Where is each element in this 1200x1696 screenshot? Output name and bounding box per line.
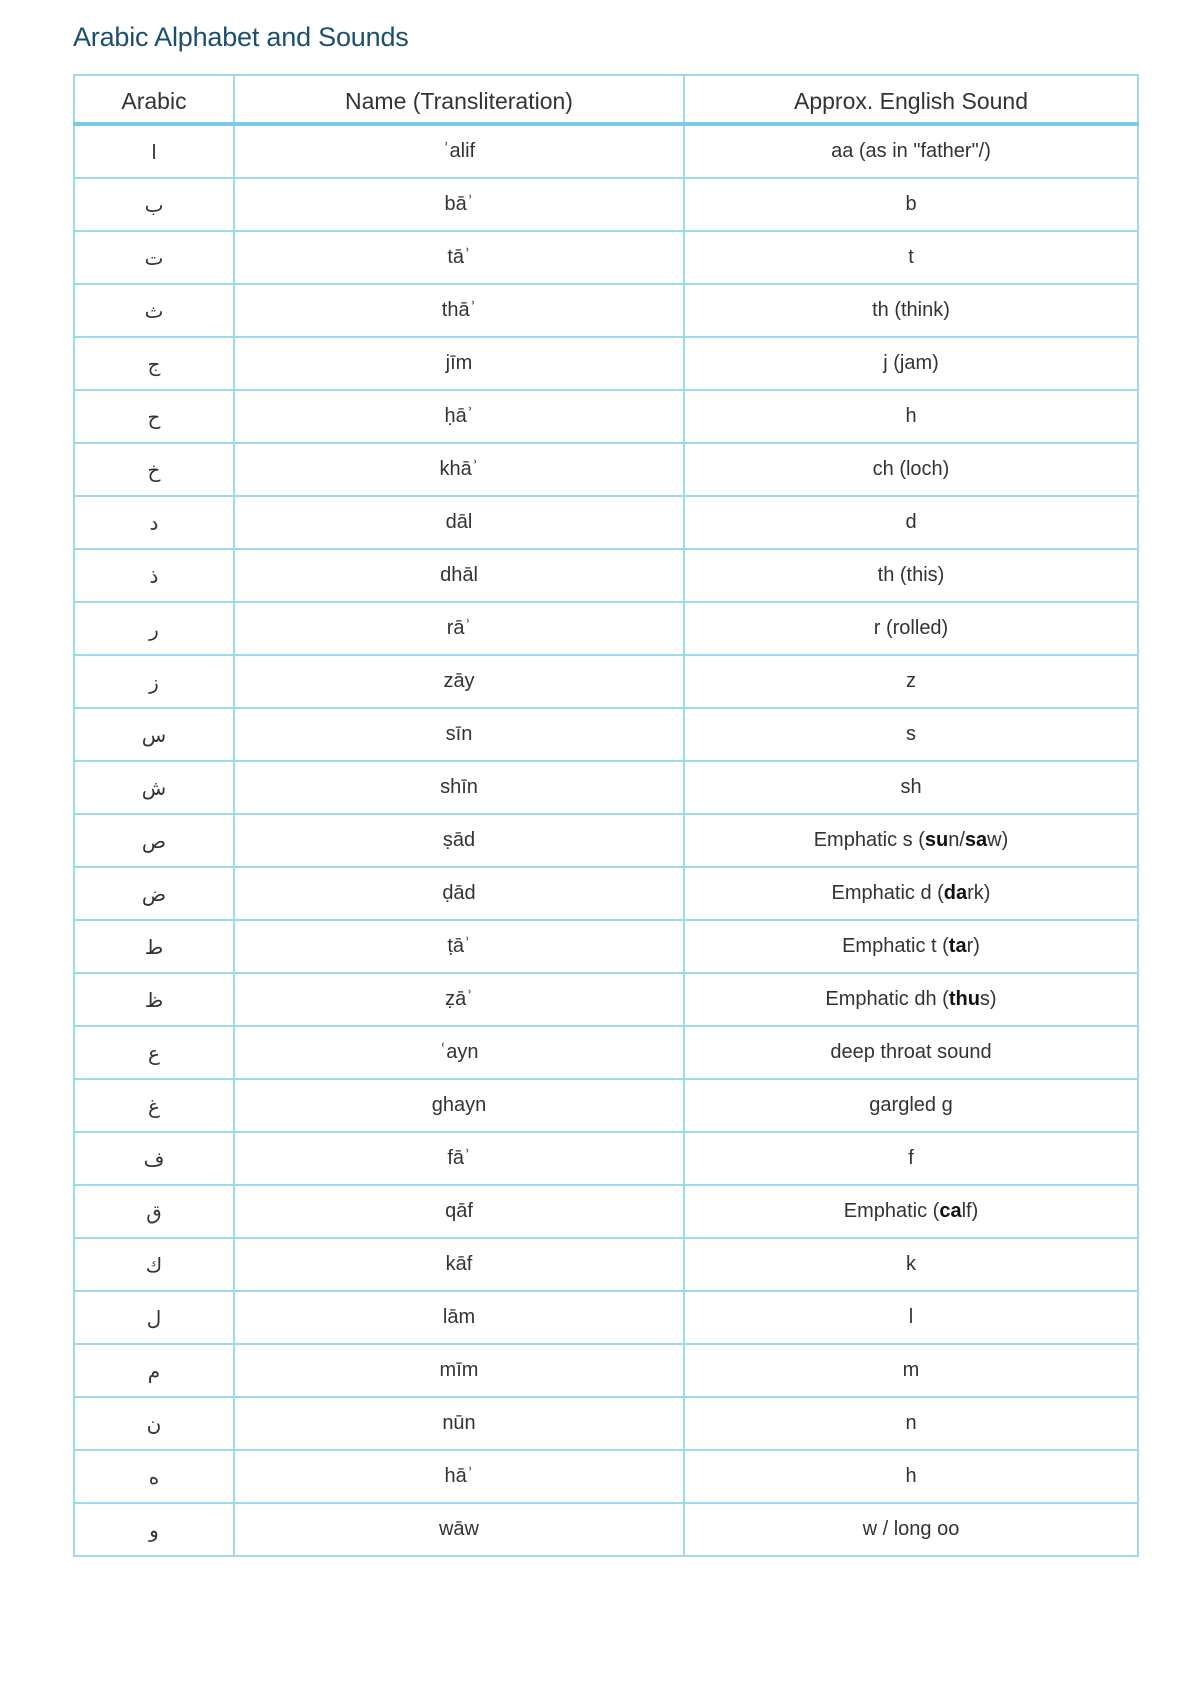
sound-text: d: [905, 511, 917, 533]
english-sound-cell: [684, 1503, 1138, 1556]
arabic-letter-cell: ن: [74, 1397, 234, 1450]
table-row: [74, 1503, 1138, 1556]
transliteration-cell: ghayn: [234, 1079, 684, 1132]
alphabet-table: [73, 74, 1139, 1557]
english-sound-cell: [684, 920, 1138, 973]
arabic-letter-cell: ظ: [74, 973, 234, 1026]
english-sound-cell: [684, 1291, 1138, 1344]
table-row: [74, 602, 1138, 655]
arabic-letter-cell: ه: [74, 1450, 234, 1503]
sound-text: s: [906, 723, 916, 745]
transliteration-cell: dāl: [234, 496, 684, 549]
transliteration-cell: ḥāʾ: [234, 390, 684, 443]
sound-text: f: [908, 1147, 914, 1169]
english-sound-cell: [684, 496, 1138, 549]
sound-text: h: [905, 405, 917, 427]
arabic-letter-cell: خ: [74, 443, 234, 496]
sound-text: Emphatic (: [843, 1200, 940, 1222]
table-row: [74, 867, 1138, 920]
table-row: [74, 178, 1138, 231]
transliteration-cell: ṭāʾ: [234, 920, 684, 973]
english-sound-cell: [684, 443, 1138, 496]
page-title: Arabic Alphabet and Sounds: [73, 22, 409, 52]
arabic-letter-cell: م: [74, 1344, 234, 1397]
table-row: [74, 920, 1138, 973]
sound-text: lf): [961, 1200, 979, 1222]
english-sound-cell: [684, 655, 1138, 708]
sound-text: t: [908, 246, 914, 268]
sound-text: w): [987, 829, 1009, 851]
sound-text: s): [979, 988, 997, 1010]
english-sound-cell: [684, 1397, 1138, 1450]
arabic-letter-cell: ذ: [74, 549, 234, 602]
sound-text: k: [906, 1253, 916, 1275]
arabic-letter-cell: و: [74, 1503, 234, 1556]
table-row: [74, 1026, 1138, 1079]
transliteration-cell: khāʾ: [234, 443, 684, 496]
arabic-letter-cell: د: [74, 496, 234, 549]
sound-text: Emphatic d (: [831, 882, 944, 904]
sound-emphasis-text: da: [943, 882, 968, 904]
english-sound-cell: [684, 1079, 1138, 1132]
arabic-letter-cell: ل: [74, 1291, 234, 1344]
table-row: [74, 708, 1138, 761]
transliteration-cell: lām: [234, 1291, 684, 1344]
transliteration-cell: mīm: [234, 1344, 684, 1397]
transliteration-cell: shīn: [234, 761, 684, 814]
arabic-letter-cell: ف: [74, 1132, 234, 1185]
transliteration-cell: rāʾ: [234, 602, 684, 655]
sound-text: rk): [967, 882, 991, 904]
sound-text: gargled g: [869, 1094, 953, 1116]
sound-text: th (think): [872, 299, 950, 321]
table-header-row: [74, 75, 1138, 124]
table-row: [74, 231, 1138, 284]
arabic-letter-cell: ح: [74, 390, 234, 443]
english-sound-cell: [684, 708, 1138, 761]
table-row: [74, 1238, 1138, 1291]
transliteration-cell: kāf: [234, 1238, 684, 1291]
arabic-letter-cell: ط: [74, 920, 234, 973]
transliteration-cell: ṣād: [234, 814, 684, 867]
english-sound-cell: [684, 284, 1138, 337]
sound-text: l: [908, 1306, 914, 1328]
table-row: [74, 390, 1138, 443]
arabic-letter-cell: س: [74, 708, 234, 761]
arabic-letter-cell: ك: [74, 1238, 234, 1291]
english-sound-cell: [684, 761, 1138, 814]
arabic-letter-cell: ب: [74, 178, 234, 231]
transliteration-cell: jīm: [234, 337, 684, 390]
english-sound-cell: [684, 867, 1138, 920]
english-sound-cell: [684, 1026, 1138, 1079]
arabic-letter-cell: ق: [74, 1185, 234, 1238]
transliteration-cell: sīn: [234, 708, 684, 761]
table-row: [74, 284, 1138, 337]
sound-emphasis-text: thu: [948, 988, 980, 1010]
transliteration-cell: bāʾ: [234, 178, 684, 231]
transliteration-cell: ḍād: [234, 867, 684, 920]
english-sound-cell: [684, 178, 1138, 231]
arabic-letter-cell: ع: [74, 1026, 234, 1079]
table-row: [74, 1132, 1138, 1185]
column-header-arabic: Arabic: [74, 75, 234, 124]
transliteration-cell: zāy: [234, 655, 684, 708]
english-sound-cell: [684, 1450, 1138, 1503]
english-sound-cell: [684, 1238, 1138, 1291]
english-sound-cell: [684, 973, 1138, 1026]
english-sound-cell: [684, 390, 1138, 443]
sound-text: r): [966, 935, 980, 957]
arabic-letter-cell: ز: [74, 655, 234, 708]
arabic-letter-cell: ص: [74, 814, 234, 867]
sound-text: w / long oo: [862, 1518, 960, 1540]
arabic-letter-cell: ا: [74, 124, 234, 178]
table-row: [74, 1450, 1138, 1503]
sound-text: j (jam): [883, 352, 939, 374]
sound-text: sh: [900, 776, 922, 798]
sound-text: ch (loch): [872, 458, 950, 480]
table-row: [74, 1291, 1138, 1344]
table-row: [74, 655, 1138, 708]
sound-text: z: [906, 670, 916, 692]
arabic-letter-cell: ج: [74, 337, 234, 390]
arabic-letter-cell: ش: [74, 761, 234, 814]
table-row: [74, 549, 1138, 602]
arabic-letter-cell: ر: [74, 602, 234, 655]
sound-text: aa (as in "father"/): [831, 140, 991, 162]
transliteration-cell: hāʾ: [234, 1450, 684, 1503]
sound-emphasis-text: su: [924, 829, 949, 851]
arabic-letter-cell: غ: [74, 1079, 234, 1132]
sound-text: Emphatic s (: [813, 829, 925, 851]
transliteration-cell: nūn: [234, 1397, 684, 1450]
arabic-letter-cell: ض: [74, 867, 234, 920]
sound-text: n: [905, 1412, 917, 1434]
transliteration-cell: qāf: [234, 1185, 684, 1238]
english-sound-cell: [684, 814, 1138, 867]
column-header-sound: Approx. English Sound: [684, 75, 1138, 124]
sound-text: r (rolled): [873, 617, 949, 639]
table-row: [74, 1185, 1138, 1238]
transliteration-cell: thāʾ: [234, 284, 684, 337]
arabic-letter-cell: ت: [74, 231, 234, 284]
english-sound-cell: [684, 602, 1138, 655]
english-sound-cell: [684, 124, 1138, 178]
sound-text: n/: [948, 829, 965, 851]
transliteration-cell: fāʾ: [234, 1132, 684, 1185]
table-row: [74, 761, 1138, 814]
transliteration-cell: wāw: [234, 1503, 684, 1556]
sound-emphasis-text: sa: [964, 829, 988, 851]
english-sound-cell: [684, 231, 1138, 284]
transliteration-cell: ʾalif: [234, 124, 684, 178]
table-row: [74, 1397, 1138, 1450]
table-row: [74, 337, 1138, 390]
arabic-letter-cell: ث: [74, 284, 234, 337]
transliteration-cell: dhāl: [234, 549, 684, 602]
table-row: [74, 973, 1138, 1026]
sound-text: b: [905, 193, 917, 215]
sound-text: deep throat sound: [830, 1041, 992, 1063]
table-row: [74, 1079, 1138, 1132]
english-sound-cell: [684, 337, 1138, 390]
transliteration-cell: ẓāʾ: [234, 973, 684, 1026]
sound-emphasis-text: ca: [939, 1200, 962, 1222]
transliteration-cell: tāʾ: [234, 231, 684, 284]
english-sound-cell: [684, 1185, 1138, 1238]
table-row: [74, 124, 1138, 178]
english-sound-cell: [684, 1132, 1138, 1185]
table-row: [74, 496, 1138, 549]
table-row: [74, 1344, 1138, 1397]
english-sound-cell: [684, 1344, 1138, 1397]
sound-text: m: [902, 1359, 920, 1381]
sound-text: Emphatic dh (: [825, 988, 949, 1010]
sound-text: Emphatic t (: [842, 935, 949, 957]
table-row: [74, 814, 1138, 867]
sound-emphasis-text: ta: [948, 935, 967, 957]
column-header-name: Name (Transliteration): [234, 75, 684, 124]
english-sound-cell: [684, 549, 1138, 602]
table-body: [74, 124, 1138, 1556]
sound-text: h: [905, 1465, 917, 1487]
transliteration-cell: ʿayn: [234, 1026, 684, 1079]
table-row: [74, 443, 1138, 496]
sound-text: th (this): [877, 564, 945, 586]
